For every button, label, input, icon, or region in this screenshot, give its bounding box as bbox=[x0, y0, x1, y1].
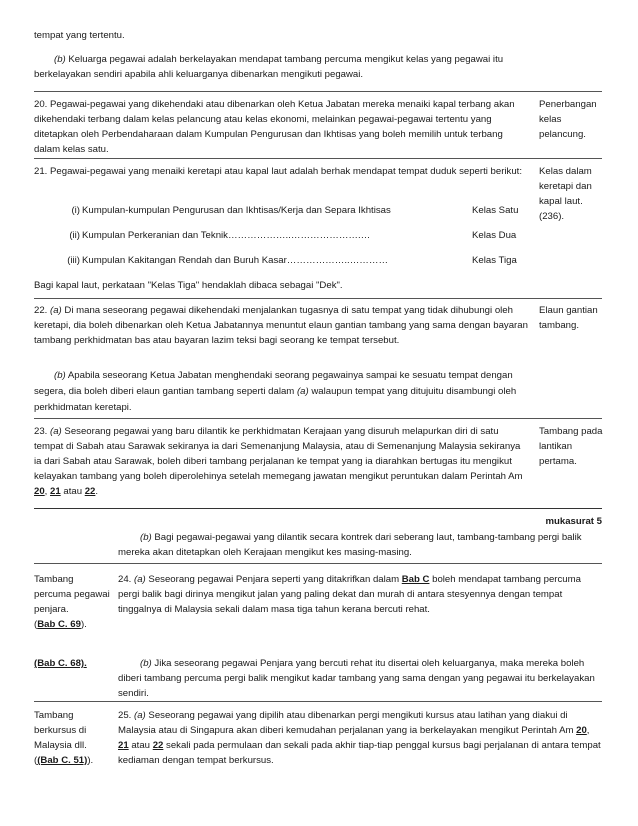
paragraph-text: boleh mendapat tambang percuma pergi balik bagi dirinya mengikut jalan yang paling dekat dan murah di antara stesyennya dengan tempat tinggalnya di Malaysia sekali dalam masa tiga tahun kerana bercuti rehat. bbox=[118, 574, 581, 615]
section-divider bbox=[34, 563, 602, 564]
section-divider bbox=[34, 298, 602, 299]
chapter-link-c69[interactable]: Bab C. 69 bbox=[37, 619, 81, 630]
paragraph-text: Seseorang pegawai yang dipilih atau dibenarkan pergi mengikuti kursus atau latihan yang diakui di Malaysia atau di Singapura akan diberi kemudahan perjalanan yang ia berkelayakan mengikut Perintah Am bbox=[118, 710, 577, 736]
row-group: Kumpulan Perkeranian dan Teknik………………..………………….… bbox=[82, 230, 371, 241]
class-row bbox=[34, 253, 530, 268]
order-link-21[interactable]: 21 bbox=[50, 486, 61, 497]
conjunction: atau bbox=[131, 740, 151, 751]
row-class: Kelas Satu bbox=[472, 205, 519, 216]
section-23b-text bbox=[118, 530, 602, 560]
paragraph-text: Bagi pegawai-pegawai yang dilantik secara kontrek dari seberang laut, tambang-tambang pergi balik mereka akan ditetapkan oleh Kerajaan mengikut kes masing-masing. bbox=[118, 532, 582, 558]
paragraph-text: Apabila seseorang Ketua Jabatan menghendaki seorang pegawainya sampai ke sesuatu tempat dengan segera, dia boleh diberi elaun gantian tambang seperti dalam bbox=[34, 370, 513, 397]
continued-line: tempat yang tertentu. bbox=[34, 30, 125, 41]
row-number: (i) bbox=[71, 205, 80, 216]
page-break-rule bbox=[34, 508, 602, 509]
row-class: Kelas Tiga bbox=[472, 255, 517, 266]
clause-marker: (b) bbox=[140, 532, 152, 543]
clause-marker: (a) bbox=[50, 426, 62, 437]
section-21-text: 21. Pegawai-pegawai yang menaiki keretapi atau kapal laut adalah berhak mendapat tempat duduk seperti berikut: bbox=[34, 166, 522, 177]
section-24b-margin-note bbox=[34, 656, 112, 671]
section-25-margin-note: Tambang berkursus di Malaysia dll. ((Bab C. 51)). bbox=[34, 710, 94, 766]
clause-marker: (b) bbox=[140, 658, 152, 669]
section-21-margin-note: Kelas dalam keretapi dan kapal laut. (236). bbox=[539, 166, 592, 222]
section-24b-text bbox=[118, 656, 602, 701]
paragraph-text: sekali pada permulaan dan sekali pada akhir tiap-tiap penggal kursus bagi perjalanan di antara tempat kediaman dengan tempat berkursus. bbox=[118, 740, 601, 766]
section-20-margin-note: Penerbangan kelas pelancung. bbox=[539, 99, 597, 140]
chapter-link-c[interactable]: Bab C bbox=[401, 574, 430, 585]
order-link-21[interactable]: 21 bbox=[118, 740, 129, 751]
order-link-22[interactable]: 22 bbox=[84, 486, 96, 497]
paragraph-text: Keluarga pegawai adalah berkelayakan mendapat tambang percuma mengikut kelas yang pegawai itu berkelayakan sendiri apabila ahli keluarganya dibenarkan mengikuti pegawai. bbox=[34, 54, 504, 80]
class-row bbox=[34, 203, 530, 218]
margin-ref: (Bab C. 69). bbox=[34, 619, 87, 630]
clause-marker: (a) bbox=[134, 574, 146, 585]
row-number: (iii) bbox=[67, 255, 80, 266]
section-25-text: 25. (a) Seseorang pegawai yang dipilih atau dibenarkan pergi mengikuti kursus atau latihan yang diakui di Malaysia atau di Singapura akan diberi kemudahan perjalanan yang ia berkelayakan mengikut Perintah Am 20, 21 atau 22 sekali pada permulaan dan sekali pada akhir tiap-tiap penggal kursus bagi perjalanan di antara tempat kediaman dengan tempat berkursus. bbox=[118, 710, 601, 766]
section-number: 24. bbox=[118, 574, 132, 585]
order-link-22[interactable]: 22 bbox=[152, 740, 164, 751]
section-22-text bbox=[34, 303, 530, 348]
section-22-margin-note: Elaun gantian tambang. bbox=[539, 305, 598, 331]
section-24-margin-note bbox=[34, 572, 112, 632]
row-group: Kumpulan Kakitangan Rendah dan Buruh Kasar………………..………… bbox=[82, 255, 389, 266]
section-23-margin-note: Tambang pada lantikan pertama. bbox=[539, 426, 603, 467]
paragraph-text: Seseorang pegawai Penjara seperti yang ditakrifkan dalam bbox=[145, 574, 402, 585]
paragraph-19b bbox=[34, 52, 534, 82]
section-number: 25. bbox=[118, 710, 132, 721]
paragraph-text: Jika seseorang pegawai Penjara yang bercuti rehat itu disertai oleh keluarganya, maka mereka boleh diberi tambang percuma pergi balik mengikut kadar tambang yang sama dengan yang pegawai itu berkelayakan sendiri. bbox=[118, 658, 595, 699]
section-number: 23. bbox=[34, 426, 48, 437]
chapter-link-c51[interactable]: (Bab C. 51) bbox=[37, 755, 88, 766]
clause-marker: (b) bbox=[54, 370, 66, 381]
row-class: Kelas Dua bbox=[472, 230, 517, 241]
paragraph-text: walaupun tempat yang ditujuitu disambungi oleh perkhidmatan keretapi. bbox=[34, 386, 517, 413]
order-link-20[interactable]: 20 bbox=[576, 725, 587, 736]
chapter-link-c68[interactable]: (Bab C. 68). bbox=[34, 658, 87, 669]
page-number-label: mukasurat 5 bbox=[545, 516, 602, 527]
clause-ref: (a) bbox=[296, 386, 309, 397]
row-group: Kumpulan-kumpulan Pengurusan dan Ikhtisas/Kerja dan Separa Ikhtisas bbox=[82, 205, 391, 216]
section-number: 22. bbox=[34, 305, 48, 316]
clause-marker: (a) bbox=[50, 305, 62, 316]
section-divider bbox=[34, 701, 602, 702]
section-divider bbox=[34, 418, 602, 419]
row-number: (ii) bbox=[69, 230, 80, 241]
clause-marker: (a) bbox=[134, 710, 146, 721]
section-20-text: 20. Pegawai-pegawai yang dikehendaki atau dibenarkan oleh Ketua Jabatan mereka menaiki kapal terbang akan dikehendaki terbang dalam kelas pelancung atau kelas ekonomi, melainkan pegawai-pegawai tertentu yang ditetapkan oleh Perbendaharaan dalam Kumpulan Pengurusan dan Ikhtisas yang boleh memilih untuk terbang dalam kelas satu. bbox=[34, 99, 515, 155]
paragraph-text: Di mana seseorang pegawai dikehendaki menjalankan tugasnya di satu tempat yang tidak dihubungi oleh keretapi, dia boleh dibenarkan oleh Ketua Jabatannya menuntut elaun gantian tambang yang sama dengan bayaran tambang perkhidmatan bas atau bayaran lazim teksi bagi seorang ke tempat tersebut. bbox=[34, 305, 528, 346]
section-21-note: Bagi kapal laut, perkataan "Kelas Tiga" hendaklah dibaca sebagai "Dek". bbox=[34, 280, 343, 291]
margin-note-text: Tambang berkursus di Malaysia dll. bbox=[34, 710, 87, 751]
margin-note-text: Tambang percuma pegawai penjara. bbox=[34, 574, 110, 615]
section-24-text bbox=[118, 572, 602, 617]
section-23-text: 23. (a) Seseorang pegawai yang baru dilantik ke perkhidmatan Kerajaan yang disuruh melapurkan diri di satu tempat di Sabah atau Sarawak sekiranya ia dari Semenanjung Malaysia, atau di Semenanjung Malaysia sekiranya ia dari Sabah atau Sarawak, boleh diberi tambang perjalanan ke tempat yang ia diarahkan bertugas itu mengikut kelayakan tambang yang boleh diperolehinya setelah memegang jawatan mengikut peruntukan dalam Perintah Am 20, 21 atau 22. bbox=[34, 426, 523, 497]
order-link-20[interactable]: 20 bbox=[34, 486, 45, 497]
section-22b-text bbox=[34, 368, 530, 416]
paragraph-text: Seseorang pegawai yang baru dilantik ke perkhidmatan Kerajaan yang disuruh melapurkan diri di satu tempat di Sabah atau Sarawak sekiranya ia dari Semenanjung Malaysia, atau di Semenanjung Malaysia sekiranya ia dari Sabah atau Sarawak, boleh diberi tambang perjalanan ke tempat yang ia diarahkan bertugas itu mengikut kelayakan tambang yang boleh diperolehinya setelah memegang jawatan mengikut peruntukan dalam Perintah Am bbox=[34, 426, 523, 482]
conjunction: atau bbox=[63, 486, 83, 497]
clause-marker: (b) bbox=[54, 54, 66, 65]
class-row bbox=[34, 228, 530, 243]
section-divider bbox=[34, 158, 602, 159]
section-divider bbox=[34, 91, 602, 92]
